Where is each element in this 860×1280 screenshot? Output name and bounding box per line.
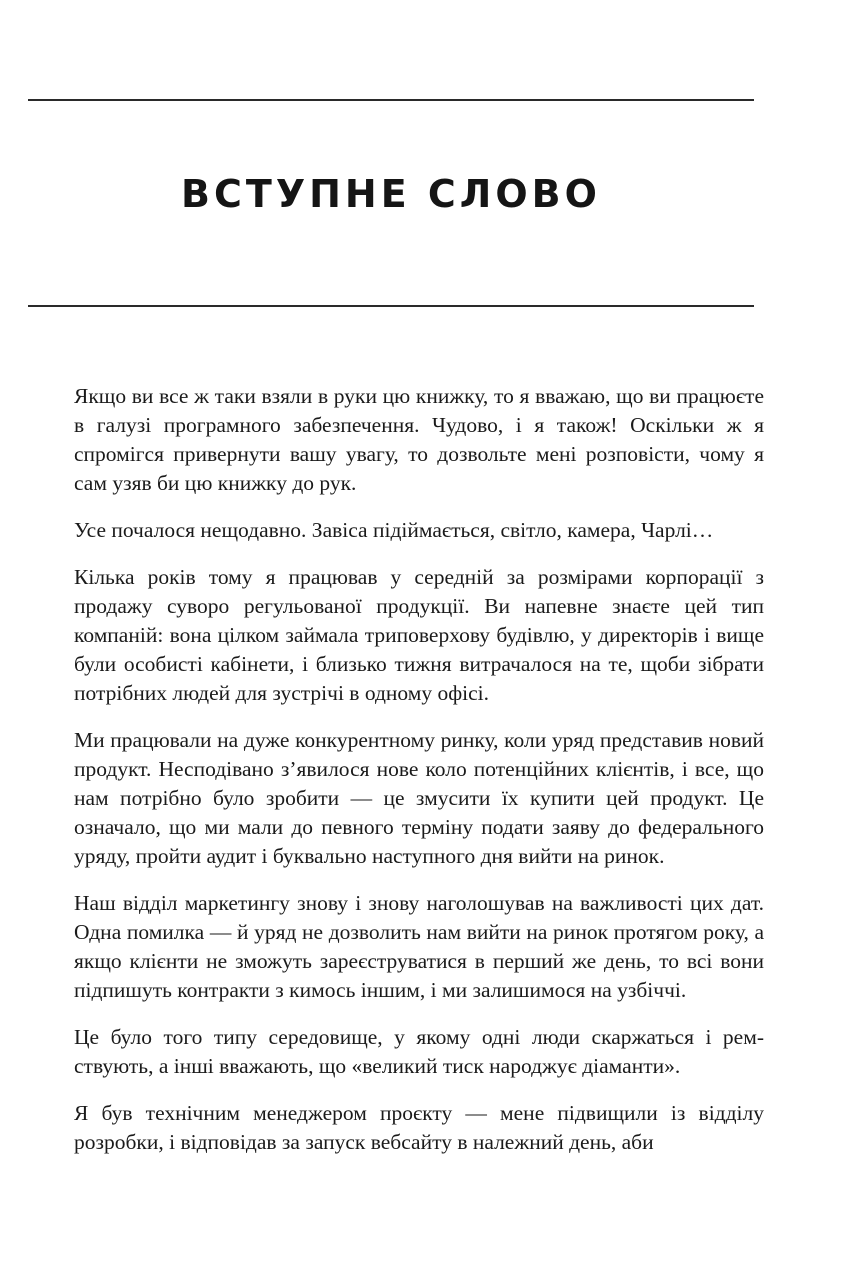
body-text xyxy=(74,382,764,1175)
paragraph: Я був технічним менеджером проєкту — мене підвищили із відділу розробки, і відповідав за запуск вебсайту в належний день, аби xyxy=(74,1101,764,1154)
paragraph: Усе почалося нещодавно. Завіса підіймається, світло, камера, Чарлі… xyxy=(74,518,714,542)
chapter-title: ВСТУПНЕ СЛОВО xyxy=(181,172,601,216)
paragraph: Це було того типу середовище, у якому одні люди скаржаться і ремствують, а інші вважають, що «великий тиск народжує діаманти». xyxy=(74,1025,764,1078)
paragraph: Якщо ви все ж таки взяли в руки цю книжку, то я вважаю, що ви працюєте в галузі програмного забезпечення. Чудово, і я також! Оскільки ж я спромігся привернути вашу увагу, то дозвольте мені розповісти, чому я сам узяв би цю книжку до рук. xyxy=(74,384,764,495)
paragraph: Ми працювали на дуже конкурентному ринку, коли уряд представив новий продукт. Несподівано з’явилося нове коло потенційних клієнтів, і все, що нам потрібно було зробити — це змусити їх купити цей продукт. Це означало, що ми мали до певного терміну подати заяву до федерального уряду, пройти аудит і буквально наступного дня вийти на ринок. xyxy=(74,728,764,868)
top-divider xyxy=(28,99,754,101)
paragraph: Кілька років тому я працював у середній за розмірами корпорації з продажу суворо регульованої продукції. Ви напевне знаєте цей тип компаній: вона цілком займала триповерхову будівлю, у директорів і вище були особисті кабінети, і близько тижня витрачалося на те, щоби зібрати потрібних людей для зустрічі в одному офісі. xyxy=(74,565,764,705)
paragraph: Наш відділ маркетингу знову і знову наголошував на важливості цих дат. Одна помилка — й уряд не дозволить нам вийти на ринок протягом року, а якщо клієнти не зможуть зареєструватися в перший же день, то всі вони підпишуть контракти з кимось іншим, і ми залишимося на узбіччі. xyxy=(74,891,764,1002)
bottom-divider xyxy=(28,305,754,307)
